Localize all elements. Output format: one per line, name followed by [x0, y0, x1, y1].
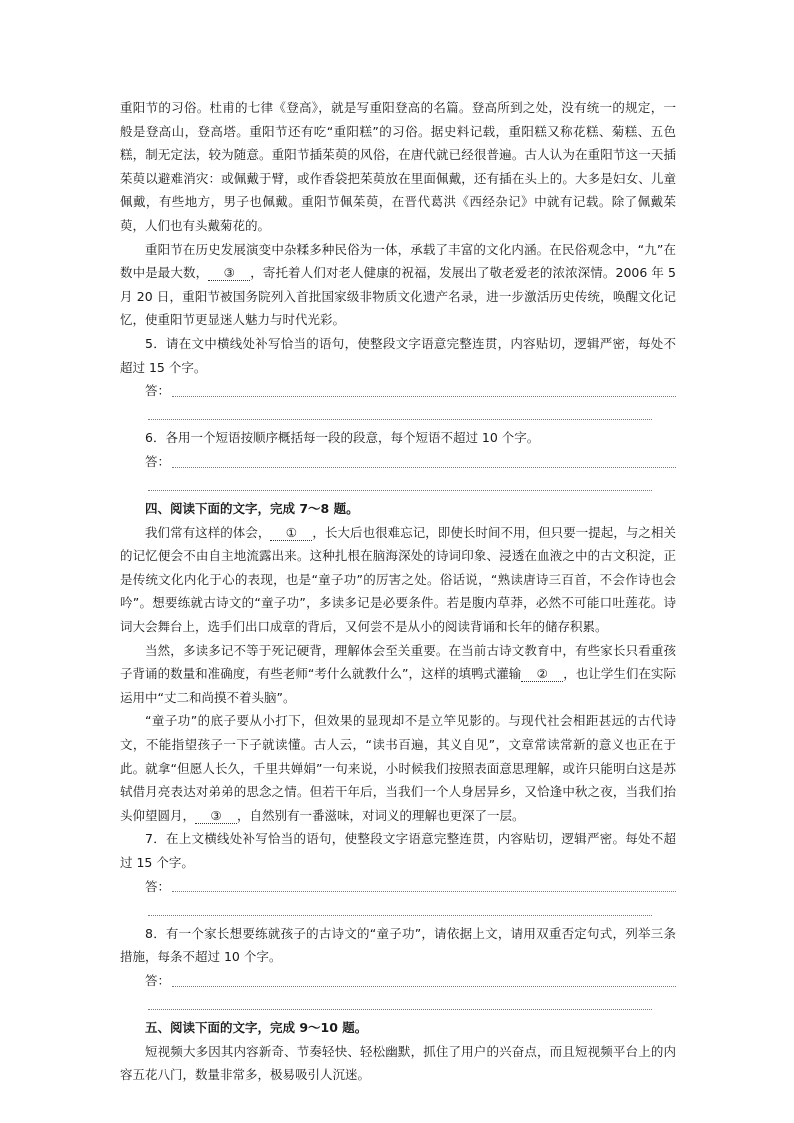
dotted-line	[172, 891, 676, 892]
answer-line-q8[interactable]	[120, 969, 676, 993]
paragraph-4-3	[120, 709, 676, 827]
section-4-heading: 四、阅读下面的文字，完成 7～8 题。	[145, 501, 359, 517]
answer-line-q7-2[interactable]	[120, 898, 676, 922]
text-segment: ，自然别有一番滋味，对词义的理解也更深了一层。	[237, 807, 525, 823]
question-5: 5．请在文中横线处补写恰当的语句，使整段文字语意完整连贯，内容贴切，逻辑严密，每处不超过 15 个字。	[120, 335, 676, 375]
question-6: 6．各用一个短语按顺序概括每一段的段意，每个短语不超过 10 个字。	[145, 430, 540, 446]
text-segment: “童子功”的底子要从小打下，但效果的显现却不是立竿见影的。与现代社会相距甚远的古代诗文，不能指望孩子一下子就读懂。古人云，“读书百遍，其义自见”，文章常读常新的意义也正在于此。就拿“但愿人长久，千里共婵娟”一句来说，小时候我们按照表面意思理解，或许只能明白这是苏轼借月亮表达对弟弟的思念之情。但若干年后，当我们一个人身居异乡，又恰逢中秋之夜，当我们抬头仰望圆月，	[120, 713, 676, 823]
paragraph-customs: 重阳节的习俗。杜甫的七律《登高》，就是写重阳登高的名篇。登高所到之处，没有统一的规定，一般是登高山，登高塔。重阳节还有吃“重阳糕”的习俗。据史料记载，重阳糕又称花糕、菊糕、五色糕，制无定法，较为随意。重阳节插茱萸的风俗，在唐代就已经很普遍。古人认为在重阳节这一天插茱萸以避难消灾：或佩戴于臂，或作香袋把茱萸放在里面佩戴，还有插在头上的。大多是妇女、儿童佩戴，有些地方，男子也佩戴。重阳节佩茱萸，在晋代葛洪《西经杂记》中就有记载。除了佩戴茱萸，人们也有头戴菊花的。	[120, 100, 676, 233]
section-5-heading: 五、阅读下面的文字，完成 9～10 题。	[145, 1020, 368, 1036]
paragraph-culture	[120, 238, 676, 332]
text-segment: ，也让学生们在实际运用中“丈二和尚摸不着头脑”。	[120, 666, 676, 705]
answer-line-q7[interactable]	[120, 875, 676, 899]
blank-2: ②	[521, 667, 563, 682]
text-segment: ，寄托着人们对老人健康的祝福，发展出了敬老爱老的浓浓深情。2006 年 5 月 20 日，重阳节被国务院列入首批国家级非物质文化遗产名录，进一步激活历史传统，唤醒文化记忆，使重阳节更显迷人魅力与时代光彩。	[120, 265, 676, 328]
dotted-line	[172, 467, 676, 468]
answer-line-q6[interactable]	[120, 450, 676, 474]
answer-line-q6-2[interactable]	[120, 474, 676, 498]
dotted-line	[172, 986, 676, 987]
answer-label: 答：	[145, 878, 171, 894]
answer-line-q5-2[interactable]	[120, 403, 676, 427]
answer-line-q8-2[interactable]	[120, 993, 676, 1017]
answer-line-q5[interactable]	[120, 379, 676, 403]
text-segment: 当然，多读多记不等于死记硬背，理解体会至关重要。在当前古诗文教育中，有些家长只看重孩子背诵的数量和准确度，有些老师“考什么就教什么”，这样的填鸭式灌输	[120, 642, 676, 682]
question-7: 7．在上文横线处补写恰当的语句，使整段文字语意完整连贯，内容贴切，逻辑严密。每处不超过 15 个字。	[120, 831, 676, 870]
paragraph-4-1	[120, 521, 676, 639]
question-8: 8．有一个家长想要练就孩子的古诗文的“童子功”，请依据上文，请用双重否定句式，列举三条措施，每条不超过 10 个字。	[120, 925, 676, 965]
paragraph-5-1: 短视频大多因其内容新奇、节奏轻快、轻松幽默，抓住了用户的兴奋点，而且短视频平台上的内容五花八门，数量非常多，极易吸引人沉迷。	[120, 1043, 676, 1083]
paragraph-4-2	[120, 639, 676, 710]
blank-3: ③	[208, 266, 250, 281]
text-segment: 重阳节在历史发展演变中杂糅多种民俗为一体，承载了丰富的文化内涵。在民俗观念中，“九”在数中是最大数，	[120, 241, 676, 281]
document-page	[120, 96, 676, 1087]
answer-label: 答：	[145, 453, 171, 469]
blank-3b: ③	[195, 809, 237, 824]
text-segment: ，长大后也很难忘记，即使长时间不用，但只要一提起，与之相关的记忆便会不由自主地流露出来。这种扎根在脑海深处的诗词印象、浸透在血液之中的古文积淀，正是传统文化内化于心的表现，也是“童子功”的厉害之处。俗话说，“熟读唐诗三百首，不会作诗也会吟”。想要练就古诗文的“童子功”，多读多记是必要条件。若是腹内草莽，必然不可能口吐莲花。诗词大会舞台上，选手们出口成章的背后，又何尝不是从小的阅读背诵和长年的储存积累。	[120, 524, 676, 635]
text-segment: 我们常有这样的体会，	[145, 524, 271, 540]
blank-1: ①	[270, 526, 312, 541]
dotted-line	[172, 396, 676, 397]
answer-label: 答：	[145, 972, 171, 988]
answer-label: 答：	[145, 383, 171, 399]
